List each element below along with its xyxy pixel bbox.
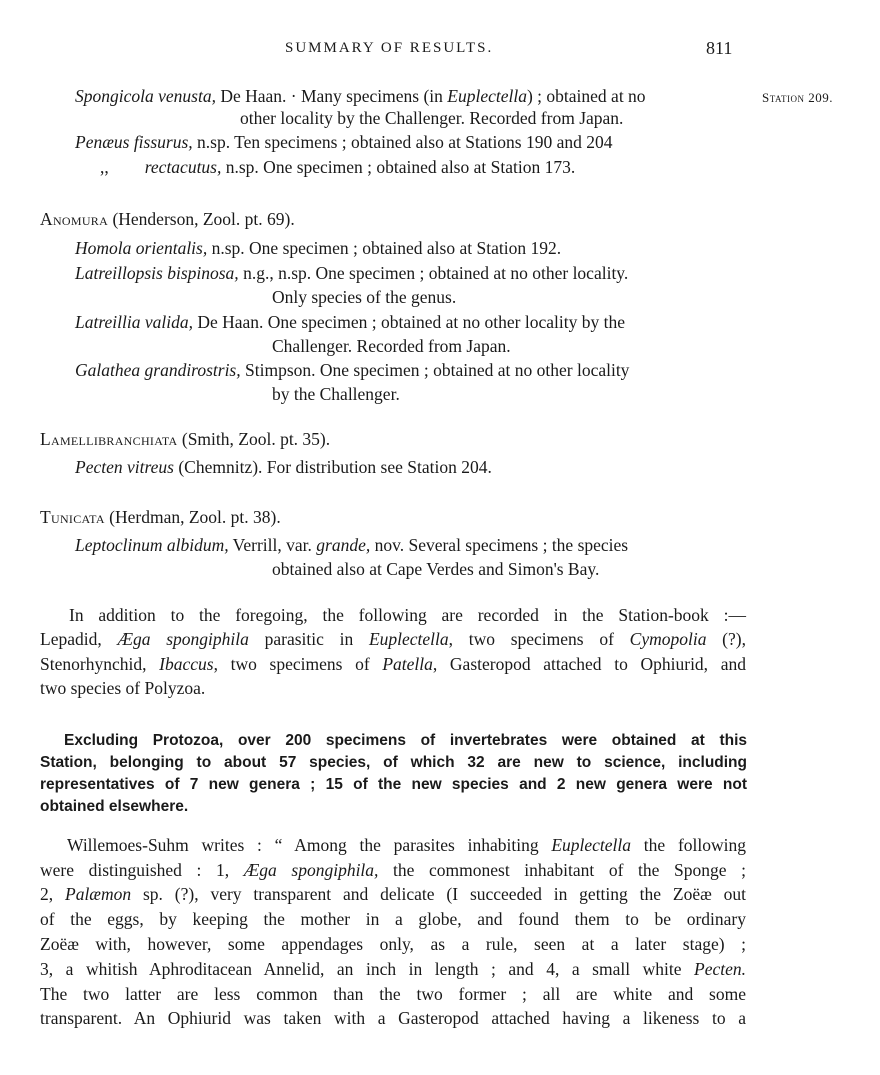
entry-spongicola: Spongicola venusta, De Haan. · Many specimens (in Euplectella) ; obtained at no <box>75 86 646 106</box>
addition-line-4: two species of Polyzoa. <box>40 678 206 698</box>
addition-line-2: Lepadid, Æga spongiphila parasitic in Euplectella, two specimens of Cymopolia (?), <box>40 629 746 649</box>
entry-latreillopsis-cont: Only species of the genus. <box>272 287 457 307</box>
entry-leptoclinum-cont: obtained also at Cape Verdes and Simon's Bay. <box>272 559 600 579</box>
summary-bold-line-1: Excluding Protozoa, over 200 specimens of invertebrates were obtained at this <box>64 732 747 749</box>
willemoes-line-8: transparent. An Ophiurid was taken with a Gasteropod attached having a likeness to a <box>40 1008 746 1028</box>
running-title: SUMMARY OF RESULTS. <box>285 40 494 56</box>
addition-line-3: Stenorhynchid, Ibaccus, two specimens of Patella, Gasteropod attached to Ophiurid, and <box>40 654 746 674</box>
section-heading-anomura: Anomura (Henderson, Zool. pt. 69). <box>40 209 295 229</box>
entry-penaeus-rectacutus: ,, rectacutus, n.sp. One specimen ; obtained also at Station 173. <box>100 157 576 177</box>
entry-homola: Homola orientalis, n.sp. One specimen ; obtained also at Station 192. <box>75 238 562 258</box>
section-heading-tunicata: Tunicata (Herdman, Zool. pt. 38). <box>40 507 281 527</box>
willemoes-line-1: Willemoes-Suhm writes : “ Among the parasites inhabiting Euplectella the following <box>67 835 746 855</box>
willemoes-line-3: 2, Palæmon sp. (?), very transparent and delicate (I succeeded in getting the Zoëæ out <box>40 884 747 904</box>
willemoes-line-4: of the eggs, by keeping the mother in a globe, and found them to be ordinary <box>40 909 746 929</box>
station-sidenote: Station 209. <box>762 90 834 105</box>
entry-latreillia: Latreillia valida, De Haan. One specimen ; obtained at no other locality by the <box>75 312 625 332</box>
entry-latreillopsis: Latreillopsis bispinosa, n.g., n.sp. One specimen ; obtained at no other locality. <box>75 263 629 283</box>
entry-galathea-cont: by the Challenger. <box>272 384 400 404</box>
entry-pecten: Pecten vitreus (Chemnitz). For distribution see Station 204. <box>75 457 492 477</box>
page-number: 811 <box>706 38 733 58</box>
willemoes-line-5: Zoëæ with, however, some appendages only, as a rule, seen at a later stage) ; <box>40 934 746 954</box>
ditto-mark: ,, <box>100 157 109 177</box>
entry-galathea: Galathea grandirostris, Stimpson. One specimen ; obtained at no other locality <box>75 360 630 380</box>
summary-bold-line-3: representatives of 7 new genera ; 15 of the new species and 2 new genera were not <box>40 776 747 793</box>
entry-latreillia-cont: Challenger. Recorded from Japan. <box>272 336 511 356</box>
willemoes-line-6: 3, a whitish Aphroditacean Annelid, an inch in length ; and 4, a small white Pecten. <box>40 959 746 979</box>
entry-penaeus-fissurus: Penæus fissurus, n.sp. Ten specimens ; obtained also at Stations 190 and 204 <box>75 132 613 152</box>
addition-line-1: In addition to the foregoing, the following are recorded in the Station-book :— <box>69 605 746 625</box>
willemoes-line-2: were distinguished : 1, Æga spongiphila, the commonest inhabitant of the Sponge ; <box>40 860 746 880</box>
section-heading-lamellibranchiata: Lamellibranchiata (Smith, Zool. pt. 35). <box>40 429 331 449</box>
entry-spongicola-cont: other locality by the Challenger. Recorded from Japan. <box>240 108 624 128</box>
summary-bold-line-4: obtained elsewhere. <box>40 798 189 815</box>
summary-bold-line-2: Station, belonging to about 57 species, of which 32 are new to science, including <box>40 754 747 771</box>
entry-leptoclinum: Leptoclinum albidum, Verrill, var. grande, nov. Several specimens ; the species <box>75 535 629 555</box>
willemoes-line-7: The two latter are less common than the two former ; all are white and some <box>40 984 746 1004</box>
